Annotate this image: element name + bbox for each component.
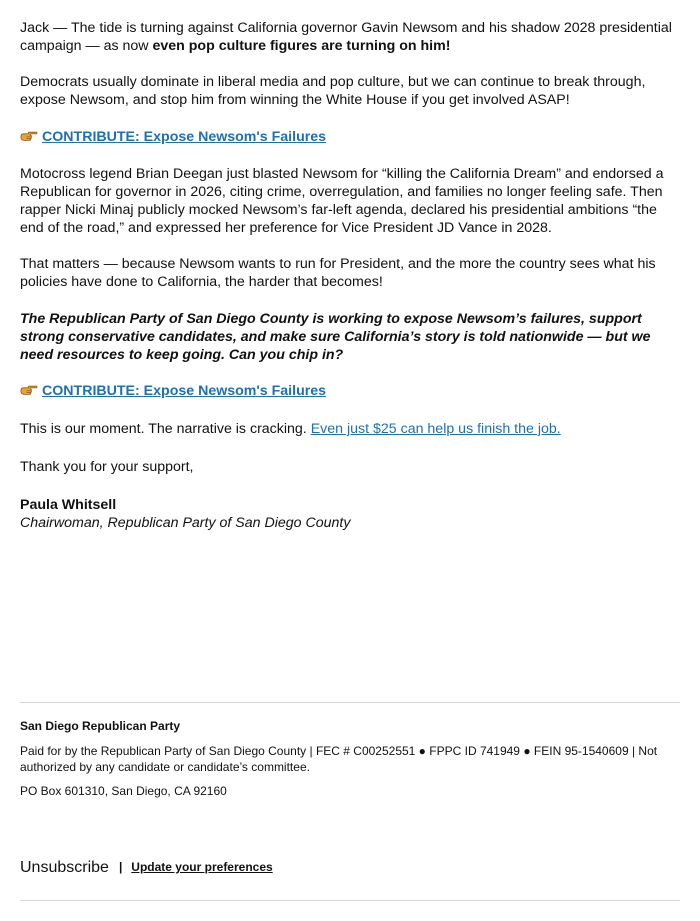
intro-paragraph: [20, 19, 684, 55]
signature-name: Paula Whitsell: [20, 497, 117, 513]
donate-25-link[interactable]: Even just $25 can help us finish the job.: [310, 421, 561, 437]
intro-text: Jack — The tide is turning against California governor Gavin Newsom and his shadow 2028 presidential campaign — as now: [20, 20, 672, 54]
footer-paid-for-disclaimer: Paid for by the Republican Party of San Diego County | FEC # C00252551 ● FPPC ID 741949 ● FEIN 95-1540609 | Not authorized by any candidate or candidate’s committee.: [20, 744, 658, 774]
footer-divider-top: [20, 702, 680, 703]
signature-title: Chairwoman, Republican Party of San Diego County: [20, 515, 351, 531]
contribute-cta-2: [20, 382, 684, 400]
moment-paragraph: [20, 420, 684, 438]
moment-text: This is our moment. The narrative is cracking.: [20, 421, 311, 437]
footer-divider-bottom: [20, 900, 680, 901]
contribute-link-1[interactable]: CONTRIBUTE: Expose Newsom's Failures: [42, 129, 327, 145]
footer-address: PO Box 601310, San Diego, CA 92160: [20, 784, 227, 798]
footer-org-name: San Diego Republican Party: [20, 719, 181, 733]
pointing-hand-icon: [20, 383, 38, 397]
thanks-paragraph: Thank you for your support,: [20, 459, 194, 475]
motocross-paragraph: Motocross legend Brian Deegan just blasted Newsom for “killing the California Dream” and endorsed a Republican for governor in 2026, citing crime, overregulation, and families no longer feeling safe. Then rapper Nicki Minaj publicly mocked Newsom’s far-left agenda, declared his presidential ambitions “the end of the road,” and expressed her preference for Vice President JD Vance in 2028.: [20, 166, 664, 236]
contribute-cta-1: [20, 128, 684, 146]
footer-separator: |: [118, 860, 123, 874]
pointing-hand-icon: [20, 129, 38, 143]
footer-links: [20, 857, 273, 878]
intro-bold-text: even pop culture figures are turning on him!: [152, 38, 451, 54]
democrats-paragraph: Democrats usually dominate in liberal media and pop culture, but we can continue to break through, expose Newsom, and stop him from winning the White House if you get involved ASAP!: [20, 74, 646, 108]
rpsd-appeal-paragraph: The Republican Party of San Diego County is working to expose Newsom’s failures, support strong conservative candidates, and make sure California’s story is told nationwide — but we need resources to keep going. Can you chip in?: [20, 311, 651, 363]
email-body: [20, 19, 684, 532]
update-preferences-link[interactable]: Update your preferences: [131, 860, 273, 874]
contribute-link-2[interactable]: CONTRIBUTE: Expose Newsom's Failures: [42, 383, 327, 399]
matters-paragraph: That matters — because Newsom wants to run for President, and the more the country sees what his policies have done to California, the harder that becomes!: [20, 256, 656, 290]
unsubscribe-link[interactable]: Unsubscribe: [20, 859, 109, 876]
